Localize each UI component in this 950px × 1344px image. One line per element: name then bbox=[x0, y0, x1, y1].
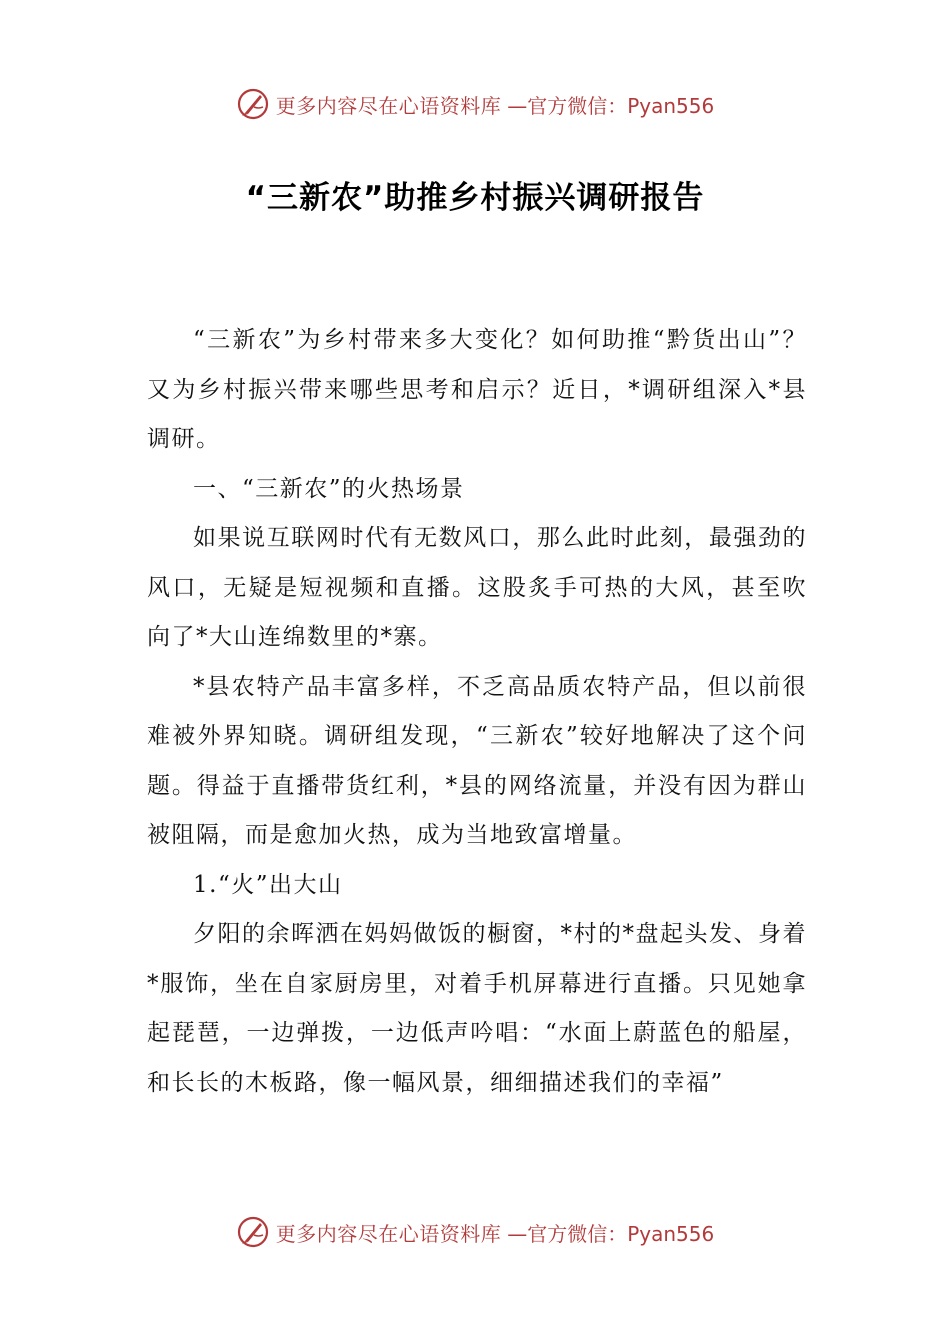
watermark-contact: —官方微信：Pyan556 bbox=[507, 93, 715, 118]
body-paragraph: *县农特产品丰富多样，不乏高品质农特产品，但以前很难被外界知晓。调研组发现，“三新农”较好地解决了这个问题。得益于直播带货红利，*县的网络流量，并没有因为群山被阻隔，而是愈加火热，成为当地致富增量。 bbox=[147, 673, 807, 848]
quill-pen-logo-icon bbox=[236, 87, 270, 121]
footer-watermark bbox=[0, 1212, 950, 1252]
body-paragraph: 夕阳的余晖洒在妈妈做饭的橱窗，*村的*盘起头发、身着*服饰，坐在自家厨房里，对着手机屏幕进行直播。只见她拿起琵琶，一边弹拨，一边低声吟唱：“水面上蔚蓝色的船屋，和长长的木板路，像一幅风景，细细描述我们的幸福” bbox=[147, 921, 807, 1096]
intro-paragraph: “三新农”为乡村带来多大变化？如何助推“黔货出山”？又为乡村振兴带来哪些思考和启示？近日，*调研组深入*县调研。 bbox=[147, 327, 807, 452]
watermark-brand: 更多内容尽在心语资料库 bbox=[275, 93, 502, 118]
section-heading: 一、“三新农”的火热场景 bbox=[193, 475, 465, 502]
quill-pen-logo-icon bbox=[236, 1215, 270, 1249]
header-watermark bbox=[0, 84, 950, 124]
watermark-contact: —官方微信：Pyan556 bbox=[507, 1221, 715, 1246]
document-body bbox=[147, 316, 807, 1108]
watermark-brand: 更多内容尽在心语资料库 bbox=[275, 1221, 502, 1246]
document-title: “三新农”助推乡村振兴调研报告 bbox=[245, 180, 705, 216]
body-paragraph: 如果说互联网时代有无数风口，那么此时此刻，最强劲的风口，无疑是短视频和直播。这股炙手可热的大风，甚至吹向了*大山连绵数里的*寨。 bbox=[147, 525, 807, 650]
subsection-heading: 1.“火”出大山 bbox=[193, 871, 343, 898]
